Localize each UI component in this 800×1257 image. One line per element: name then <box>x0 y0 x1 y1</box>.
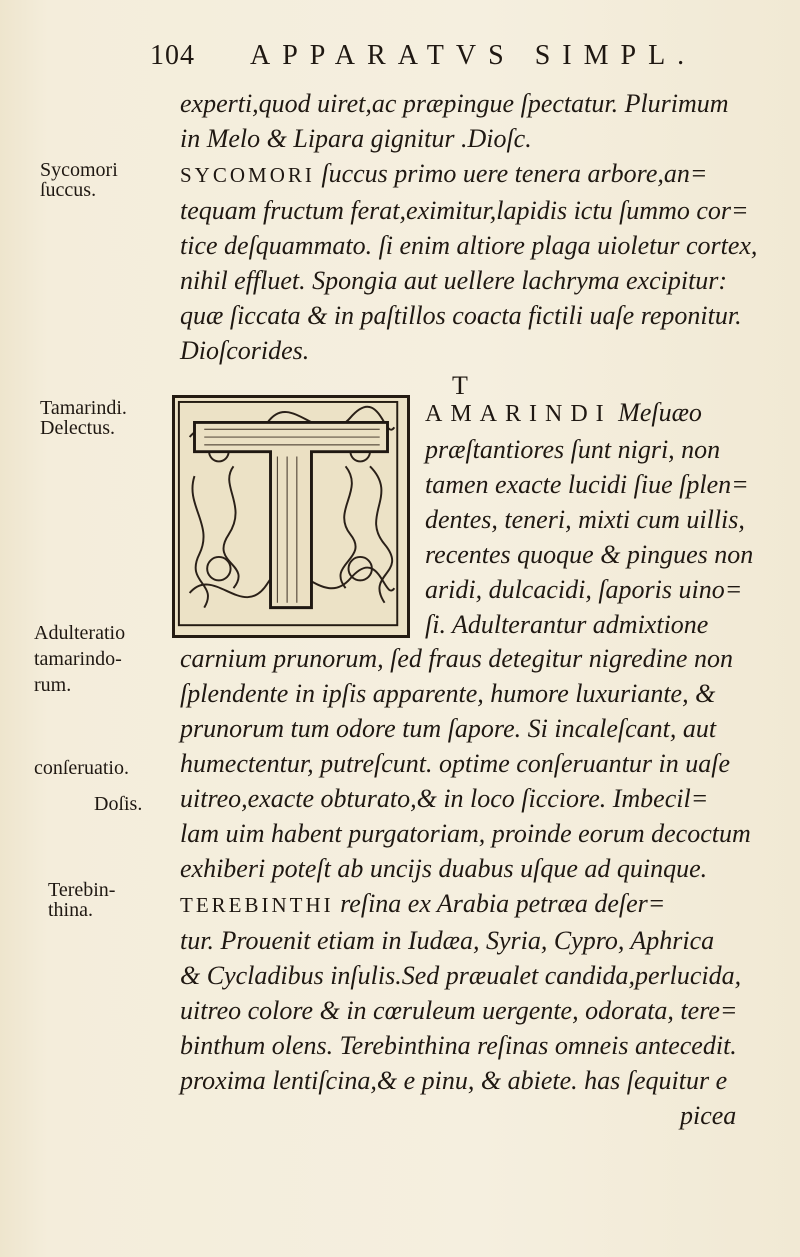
text-line: binthum olens. Terebinthina reſinas omneis antecedit. <box>180 1031 737 1060</box>
text-line: proxima lentiſcina,& e pinu, & abiete. has ſequitur e <box>180 1066 728 1095</box>
text-line: humectentur, putreſcunt. optime conſeruantur in uaſe <box>180 749 730 778</box>
text-line: uitreo,exacte obturato,& in loco ſicciore. Imbecil= <box>180 784 709 813</box>
text-line: prunorum tum odore tum ſapore. Si incaleſcant, aut <box>180 714 717 743</box>
text-line: exhiberi poteſt ab uncijs duabus uſque ad quinque. <box>180 854 708 883</box>
margin-note-dosis: Doſis. <box>94 793 143 815</box>
running-head: APPARATVS SIMPL. <box>250 40 697 71</box>
text-line: recentes quoque & pingues non <box>425 540 754 569</box>
text-line: tamen exacte lucidi ſiue ſplen= <box>425 470 749 499</box>
text-line: uitreo colore & in cœruleum uergente, odorata, tere= <box>180 996 738 1025</box>
text-line: & Cycladibus inſulis.Sed præualet candida,perlucida, <box>180 961 742 990</box>
text-line: in Melo & Lipara gignitur .Dioſc. <box>180 124 532 153</box>
tamarindi-caps: AMARINDI <box>425 401 612 427</box>
text-block-upper <box>180 86 780 403</box>
text-line: tequam fructum ferat,eximitur,lapidis ictu ſummo cor= <box>180 196 749 225</box>
text-line: quæ ſiccata & in paſtillos coacta fictili uaſe reponitur. <box>180 301 742 330</box>
text-line: ſi. Adulterantur admixtione <box>425 610 709 639</box>
tamarindi-opening: AMARINDI Meſuæo <box>425 398 702 427</box>
text-line: dentes, teneri, mixti cum uillis, <box>425 505 745 534</box>
text-line: tice deſquammato. ſi enim altiore plaga uioletur cortex, <box>180 231 758 260</box>
text-line: experti,quod uiret,ac præpingue ſpectatur. Plurimum <box>180 89 729 118</box>
text-line: aridi, dulcacidi, ſaporis uino= <box>425 575 743 604</box>
decorated-initial-t <box>172 395 410 638</box>
text-line: lam uim habent purgatoriam, proinde eorum decoctum <box>180 819 751 848</box>
sycomori-caps: SYCOMORI <box>180 163 315 187</box>
ornament-initial-icon <box>175 398 407 635</box>
margin-note-adulteratio: Adulteratio tamarindo- rum. <box>34 622 126 696</box>
terebinthi-caps: TEREBINTHI <box>180 893 334 917</box>
text-line: carnium prunorum, ſed fraus detegitur nigredine non <box>180 644 733 673</box>
text-line: Dioſcorides. <box>180 336 310 365</box>
text-line: præſtantiores ſunt nigri, non <box>425 435 721 464</box>
page-header <box>150 40 710 80</box>
margin-note-sycomori: Sycomori ſuccus. <box>40 159 118 201</box>
text-line: ſplendente in ipſis apparente, humore luxuriante, & <box>180 679 716 708</box>
section-letter: T <box>452 371 468 400</box>
text-line: nihil effluet. Spongia aut uellere lachryma excipitur: <box>180 266 728 295</box>
margin-note-conseruatio: conſeruatio. <box>34 757 129 779</box>
text-line: tur. Prouenit etiam in Iudæa, Syria, Cypro, Aphrica <box>180 926 715 955</box>
page-number: 104 <box>150 40 195 71</box>
margin-note-terebinthina: Terebin- thina. <box>48 879 116 921</box>
catchword: picea <box>680 1101 737 1130</box>
terebinthi-opening: TEREBINTHI reſina ex Arabia petræa deſer= <box>180 889 666 918</box>
margin-note-tamarindi: Tamarindi. Delectus. <box>40 397 127 439</box>
text-block-lower <box>180 641 780 1133</box>
sycomori-opening: SYCOMORI ſuccus primo uere tenera arbore,an= <box>180 159 708 188</box>
tamarindi-side-text <box>425 395 785 642</box>
